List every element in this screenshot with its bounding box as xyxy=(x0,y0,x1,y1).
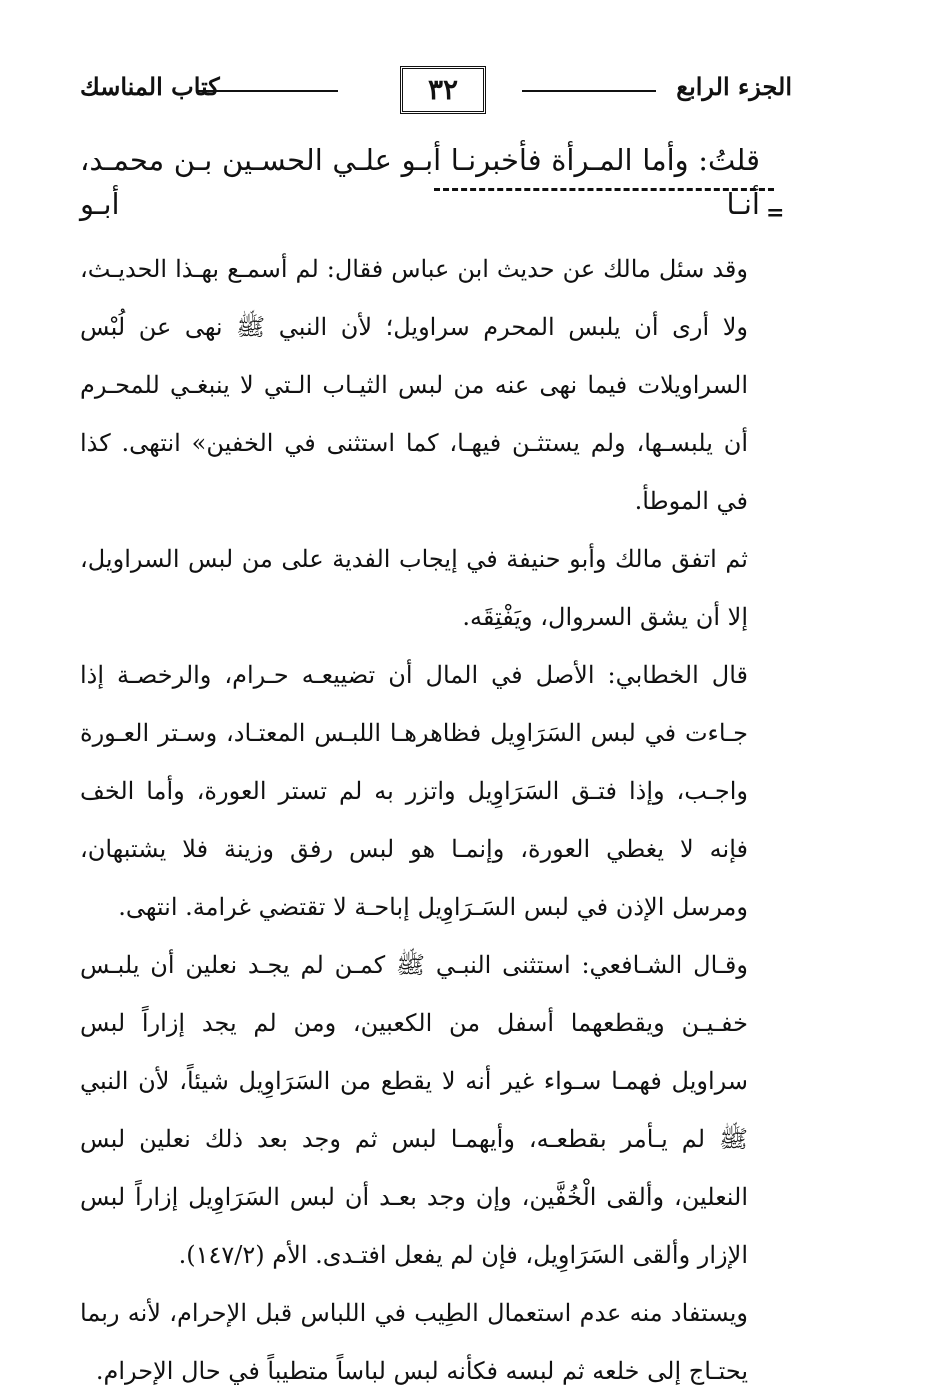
page-number: ٣٢ xyxy=(400,66,486,114)
paragraph: وقد سئل مالك عن حديث ابن عباس فقال: لم أسمـع بهـذا الحديـث، ولا أرى أن يلبس المحرم سراويل؛ لأن النبي ﷺ نهى عن لُبْس السراويلات فيما نهى عنه من لبس الثيـاب الـتي لا ينبغـي للمحـرم أن يلبسـها، ولم يستثـن فيهـا، كما استثنى في الخفين» انتهى. كذا في الموطأ. xyxy=(80,255,748,515)
header-rule-right xyxy=(522,90,656,92)
page-header xyxy=(80,60,792,120)
paragraph: قال الخطابي: الأصل في المال أن تضييعـه حـرام، والرخصـة إذا جـاءت في لبس السَرَاوِيل فظاهرهـا اللبـس المعتـاد، وسـتر العـورة واجـب، وإذا فتـق السَرَاوِيل واتزر به لم تستر العورة، وأما الخف فإنه لا يغطي العورة، وإنمـا هو لبس رفق وزينة فلا يشتبهان، ومرسل الإذن في لبس السَـرَاوِيل إباحـة لا تقتضي غرامة. انتهى. xyxy=(80,661,748,921)
paragraph: ويستفاد منه عدم استعمال الطِيب في اللباس قبل الإحرام، لأنه ربما يحتـاج إلى خلعه ثم لبسه فكأنه لبس لباساً متطيباً في حال الإحرام. xyxy=(80,1299,748,1385)
dashed-separator xyxy=(434,188,774,191)
book-title: كتاب المناسك xyxy=(80,72,220,101)
footnote-lead-line: قلتُ: وأما المـرأة فأخبرنـا أبـو علـي الحسـين بـن محمـد، أنـا أبـو xyxy=(80,143,760,221)
separator-mark: = xyxy=(766,200,785,226)
paragraph: ثم اتفق مالك وأبو حنيفة في إيجاب الفدية على من لبس السراويل، إلا أن يشق السروال، ويَفْتِقَه. xyxy=(80,545,748,631)
volume-title: الجزء الرابع xyxy=(676,72,792,101)
page-body xyxy=(80,240,748,1400)
paragraph: وقـال الشـافعي: استثنى النبـي ﷺ كمـن لم يجـد نعلين أن يلبـس خفـيـن ويقطعهما أسفل من الكعبين، ومن لم يجد إزاراً لبس سراويل فهمـا سـواء غير أنه لا يقطع من السَرَاوِيل شيئاً، لأن النبي ﷺ لم يـأمر بقطعـه، وأيهمـا لبس ثم وجد بعد ذلك نعلين لبس النعلين، وألقى الْخُفَّين، وإن وجد بعـد أن لبس السَرَاوِيل إزاراً لبس الإزار وألقى السَرَاوِيل، فإن لم يفعل افتـدى. الأم (١٤٧/٢). xyxy=(80,951,748,1269)
